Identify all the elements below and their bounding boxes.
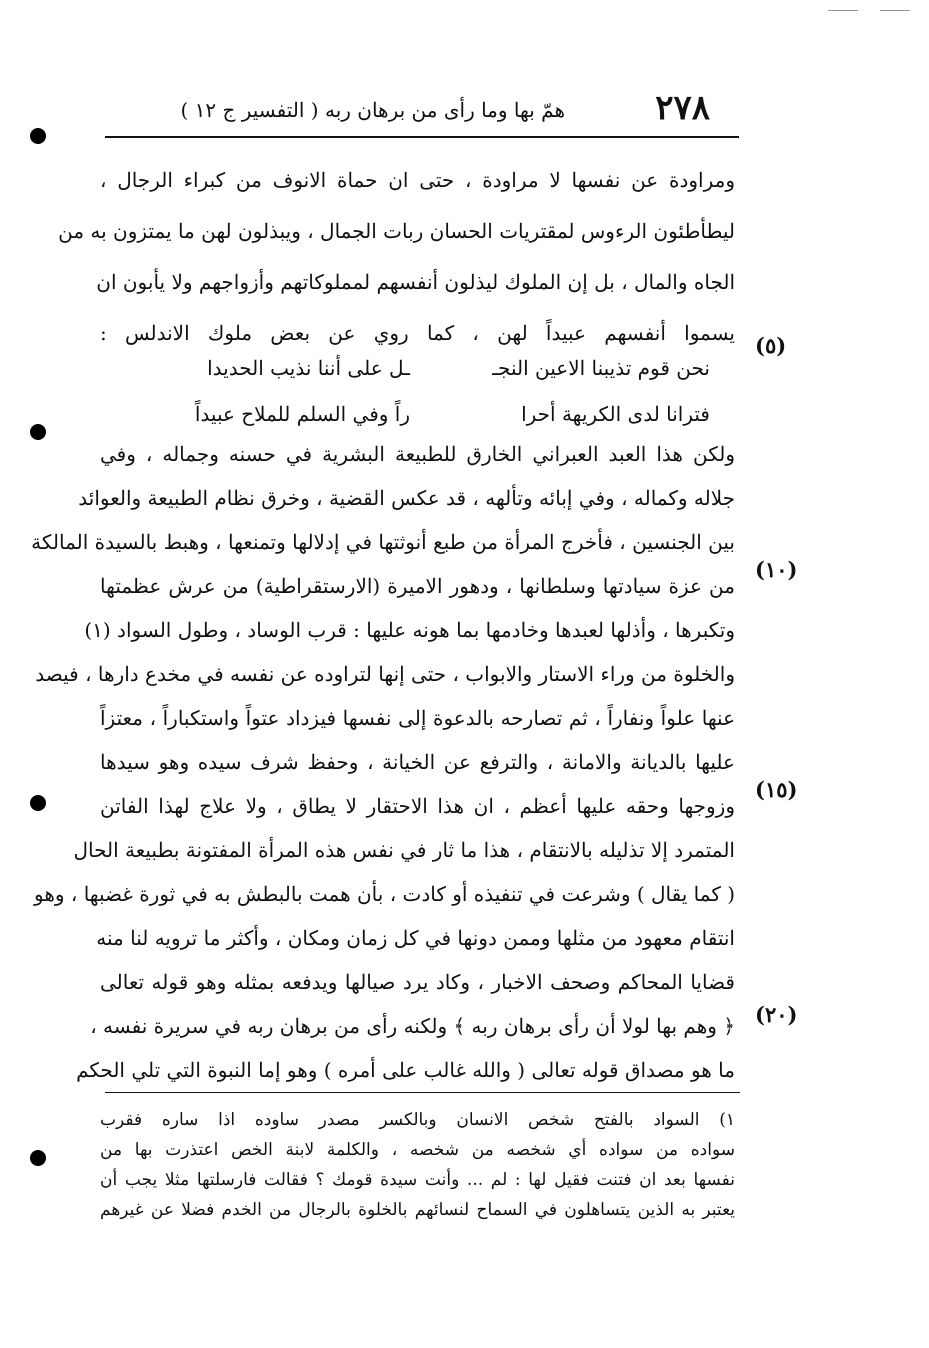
header-rule — [105, 136, 739, 138]
page-header — [130, 88, 740, 134]
footnote-rule — [105, 1092, 740, 1093]
footnote-line: سواده من سواده أي شخصه من شخصه ، والكلمة لابنة الخص اعتذرت بها من — [100, 1140, 735, 1160]
text-line: الجاه والمال ، بل إن الملوك ليذلون أنفسهم لمملوكاتهم وأزواجهم ولا يأبون ان — [96, 270, 735, 294]
binding-hole-mark — [30, 128, 46, 144]
text-line: جلاله وكماله ، وفي إبائه وتألهه ، قد عكس القضية ، وخرق نظام الطبيعة والعوائد — [78, 486, 735, 510]
running-title: همّ بها وما رأى من برهان ربه ( التفسير ج ١٢ ) — [180, 98, 565, 122]
poem-block — [150, 345, 710, 437]
verse-second-hemistich: ـل على أننا نذيب الحديدا — [207, 356, 410, 380]
text-line: عنها علواً ونفاراً ، ثم تصارحه بالدعوة إلى نفسها فيزداد عتواً واستكباراً ، معتزاً — [100, 706, 735, 730]
footnotes — [100, 1105, 735, 1225]
corner-mark — [880, 10, 910, 11]
poem-verse — [150, 345, 710, 391]
text-line: عليها بالديانة والامانة ، والترفع عن الخيانة ، وحفظ شرف سيده وهو سيدها — [100, 750, 735, 774]
text-line: ومراودة عن نفسها لا مراودة ، حتى ان حماة الانوف من كبراء الرجال ، — [100, 168, 735, 192]
line-marker: (١٥) — [755, 777, 798, 802]
line-marker: (١٠) — [755, 557, 798, 582]
text-line: ما هو مصداق قوله تعالى ( والله غالب على أمره ) وهو إما النبوة التي تلي الحكم — [76, 1058, 735, 1082]
text-line: وتكبرها ، وأذلها لعبدها وخادمها بما هونه عليها : قرب الوساد ، وطول السواد (١) — [84, 618, 735, 642]
text-line: ليطأطئون الرءوس لمقتريات الحسان ربات الجمال ، ويبذلون لهن ما يمتزون به من — [58, 219, 735, 243]
footnote-line: ١) السواد بالفتح شخص الانسان وبالكسر مصدر ساوده اذا ساره فقرب — [100, 1110, 735, 1130]
text-line: ولكن هذا العبد العبراني الخارق للطبيعة البشرية في حسنه وجماله ، وفي — [100, 442, 735, 466]
text-line: قضايا المحاكم وصحف الاخبار ، وكاد يرد صيالها ويدفعه بمثله وهو قوله تعالى — [100, 970, 735, 994]
verse-second-hemistich: راً وفي السلم للملاح عبيداً — [194, 402, 410, 426]
text-line: ( كما يقال ) وشرعت في تنفيذه أو كادت ، بأن همت بالبطش به في ثورة غضبها ، وهو — [33, 882, 735, 906]
binding-hole-mark — [30, 424, 46, 440]
text-line: ﴿ وهم بها لولا أن رأى برهان ربه ﴾ ولكنه رأى من برهان ربه في سريرة نفسه ، — [90, 1014, 735, 1038]
verse-first-hemistich: فترانا لدى الكريهة أحرا — [521, 402, 710, 426]
text-line: المتمرد إلا تذليله بالانتقام ، هذا ما ثار في نفس هذه المرأة المفتونة بطبيعة الحال — [73, 838, 735, 862]
page-number: ٢٧٨ — [655, 88, 710, 128]
binding-hole-mark — [30, 795, 46, 811]
text-line: وزوجها وحقه عليها أعظم ، ان هذا الاحتقار لا يطاق ، ولا علاج لهذا الفاتن — [100, 794, 735, 818]
binding-hole-mark — [30, 1150, 46, 1166]
verse-first-hemistich: نحن قوم تذيبنا الاعين النجـ — [492, 356, 710, 380]
text-line: بين الجنسين ، فأخرج المرأة من طبع أنوثتها في إدلالها وتمنعها ، وهبط بالسيدة المالكة — [31, 530, 735, 554]
footnote-line: يعتبر به الذين يتساهلون في السماح لنسائهم بالخلوة بالرجال من الخدم فضلا عن غيرهم — [100, 1200, 735, 1220]
line-marker: (٥) — [755, 333, 787, 358]
text-line: والخلوة من وراء الاستار والابواب ، حتى إنها لتراوده عن نفسه في مخدع دارها ، فيصد — [35, 662, 735, 686]
body-text-top — [58, 155, 736, 359]
footnote-line: نفسها بعد ان فتنت فقيل لها : لم ... وأنت سيدة قومك ؟ فقالت فارسلتها مثلا يجب أن — [100, 1170, 735, 1190]
text-line: يسموا أنفسهم عبيداً لهن ، كما روي عن بعض ملوك الاندلس : — [100, 321, 736, 345]
corner-mark — [828, 10, 858, 11]
body-text-main — [31, 432, 735, 1092]
line-marker: (٢٠) — [755, 1002, 798, 1027]
text-line: انتقام معهود من مثلها وممن دونها في كل زمان ومكان ، وأكثر ما ترويه لنا منه — [96, 926, 735, 950]
poem-verse — [150, 391, 710, 437]
text-line: من عزة سيادتها وسلطانها ، ودهور الاميرة (الارستقراطية) من عرش عظمتها — [100, 574, 735, 598]
